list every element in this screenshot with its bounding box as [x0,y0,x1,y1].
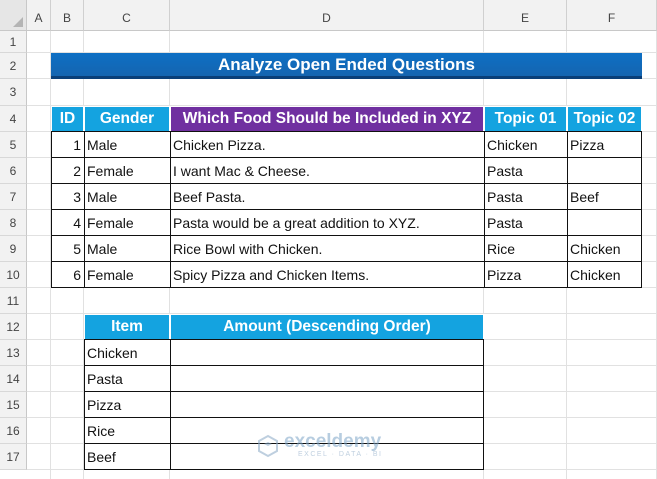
table-border [641,132,642,288]
cell-topic-02[interactable] [567,158,642,184]
cell-amount[interactable] [170,392,484,418]
cell-topic-02[interactable]: Chicken [567,262,642,288]
cell-topic-01[interactable]: Rice [484,236,567,262]
cell-item[interactable]: Pasta [84,366,170,392]
table-border [51,287,642,288]
table-border [84,340,85,470]
cell-amount[interactable] [170,366,484,392]
row-header-5[interactable]: 5 [0,132,27,158]
cell-item[interactable]: Chicken [84,340,170,366]
table-border [483,340,484,470]
table-border [84,417,484,418]
row-header-10[interactable]: 10 [0,262,27,288]
cell-gender[interactable]: Male [84,236,170,262]
column-header-e[interactable]: E [484,0,567,31]
cell-item[interactable]: Rice [84,418,170,444]
row-header-17[interactable]: 17 [0,444,27,470]
table-border [84,365,484,366]
cell-food-response[interactable]: Spicy Pizza and Chicken Items. [170,262,484,288]
row-header-6[interactable]: 6 [0,158,27,184]
row-header-9[interactable]: 9 [0,236,27,262]
table-border [567,132,568,288]
table-border [84,391,484,392]
select-all-triangle-icon [13,17,23,27]
table-border [84,132,85,288]
table-border [51,261,642,262]
row-header-15[interactable]: 15 [0,392,27,418]
row-header-16[interactable]: 16 [0,418,27,444]
table-border [170,132,171,288]
cell-gender[interactable]: Female [84,158,170,184]
cell-topic-02[interactable]: Chicken [567,236,642,262]
row-header-13[interactable]: 13 [0,340,27,366]
table-border [84,469,484,470]
cell-topic-01[interactable]: Pasta [484,184,567,210]
row-header-12[interactable]: 12 [0,314,27,340]
cell-topic-01[interactable]: Chicken [484,132,567,158]
sheet-title: Analyze Open Ended Questions [51,53,642,79]
cell-item[interactable]: Beef [84,444,170,470]
cell-item[interactable]: Pizza [84,392,170,418]
row-header-8[interactable]: 8 [0,210,27,236]
cell-id[interactable]: 5 [51,236,84,262]
header-topic-02[interactable]: Topic 02 [567,106,642,132]
cell-topic-02[interactable]: Pizza [567,132,642,158]
cell-id[interactable]: 3 [51,184,84,210]
table-border [51,131,642,132]
cell-amount[interactable] [170,340,484,366]
watermark-tagline: EXCEL · DATA · BI [298,451,383,458]
cell-gender[interactable]: Male [84,132,170,158]
row-header-4[interactable]: 4 [0,106,27,132]
header-topic-01[interactable]: Topic 01 [484,106,567,132]
table-border [484,132,485,288]
cell-gender[interactable]: Male [84,184,170,210]
row-header-3[interactable]: 3 [0,79,27,106]
watermark-name: exceldemy [284,431,382,452]
header-food-question[interactable]: Which Food Should be Included in XYZ [170,106,484,132]
column-header-a[interactable]: A [27,0,51,31]
row-header-14[interactable]: 14 [0,366,27,392]
header-gender[interactable]: Gender [84,106,170,132]
row-header-7[interactable]: 7 [0,184,27,210]
exceldemy-logo-icon [256,434,280,458]
column-header-f[interactable]: F [567,0,657,31]
cell-gender[interactable]: Female [84,262,170,288]
exceldemy-watermark [256,433,383,458]
header-amount-descending[interactable]: Amount (Descending Order) [170,314,484,340]
cell-food-response[interactable]: Chicken Pizza. [170,132,484,158]
column-header-d[interactable]: D [170,0,484,31]
column-header-b[interactable]: B [51,0,84,31]
cell-id[interactable]: 6 [51,262,84,288]
table-border [51,157,642,158]
select-all-corner[interactable] [0,0,27,31]
cell-topic-01[interactable]: Pasta [484,158,567,184]
table-border [51,209,642,210]
table-border [51,132,52,288]
table-border [51,183,642,184]
cell-food-response[interactable]: I want Mac & Cheese. [170,158,484,184]
cell-food-response[interactable]: Rice Bowl with Chicken. [170,236,484,262]
header-id[interactable]: ID [51,106,84,132]
cell-gender[interactable]: Female [84,210,170,236]
row-header-11[interactable]: 11 [0,288,27,314]
cell-food-response[interactable]: Beef Pasta. [170,184,484,210]
cell-topic-02[interactable] [567,210,642,236]
table-border [170,340,171,470]
cell-id[interactable]: 1 [51,132,84,158]
header-item[interactable]: Item [84,314,170,340]
cell-food-response[interactable]: Pasta would be a great addition to XYZ. [170,210,484,236]
row-header-1[interactable]: 1 [0,31,27,53]
cell-topic-02[interactable]: Beef [567,184,642,210]
cell-id[interactable]: 2 [51,158,84,184]
table-border [51,235,642,236]
cell-id[interactable]: 4 [51,210,84,236]
row-header-2[interactable]: 2 [0,53,27,79]
cell-topic-01[interactable]: Pizza [484,262,567,288]
cell-topic-01[interactable]: Pasta [484,210,567,236]
table-border [84,339,484,340]
column-header-c[interactable]: C [84,0,170,31]
